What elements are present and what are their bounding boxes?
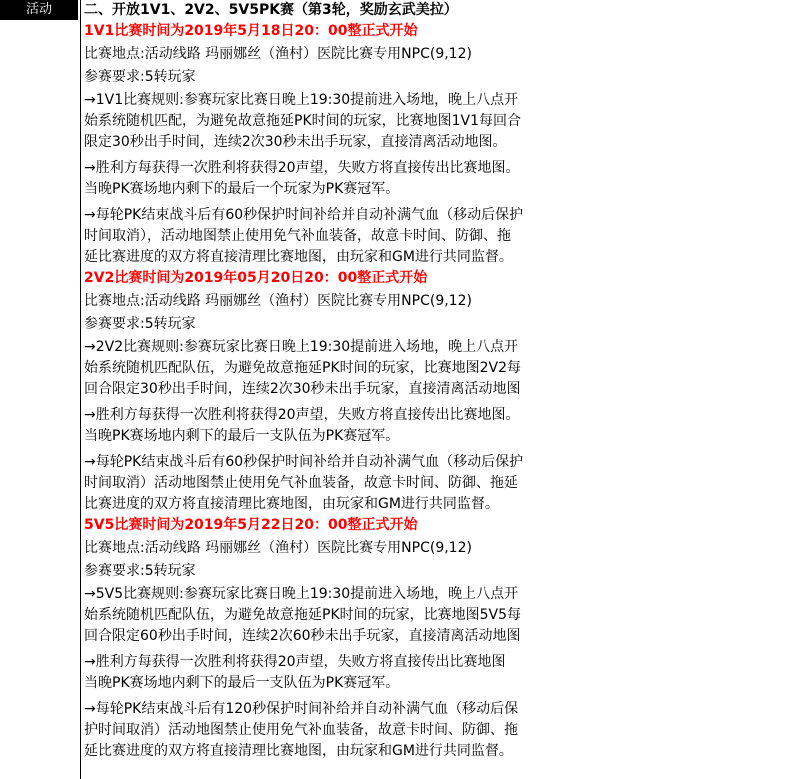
match-time-title: 2V2比赛时间为2019年05月20日20：00整正式开始: [84, 270, 428, 286]
victory-line: →胜利方每获得一次胜利将获得20声望，失败方将直接传出比赛地图。: [84, 407, 520, 423]
match-section: [84, 21, 800, 268]
match-section: [84, 268, 800, 515]
protection-line: →每轮PK结束战斗后有120秒保护时间补给并自动补满气血（移动后保: [84, 701, 519, 717]
rules-line: 回合限定30秒出手时间，连续2次30秒未出手玩家，直接清离活动地图: [84, 381, 521, 397]
protection-line: →每轮PK结束战斗后有60秒保护时间补给并自动补满气血（移动后保护: [84, 454, 524, 470]
event-heading: 二、开放1V1、2V2、5V5PK赛（第3轮，奖励玄武美拉）: [84, 2, 458, 18]
match-location: 比赛地点:活动线路 玛丽娜丝（渔村）医院比赛专用NPC(9,12): [84, 293, 472, 309]
rules-line: 始系统随机匹配，为避免故意拖延PK时间的玩家，比赛地图1V1每回合: [84, 113, 522, 129]
match-requirement: 参赛要求:5转玩家: [84, 563, 196, 579]
protection-line: 时间取消），活动地图禁止使用免气补血装备，故意卡时间、防御、拖: [84, 228, 511, 244]
match-time-title: 5V5比赛时间为2019年5月22日20：00整正式开始: [84, 517, 418, 533]
protection-line: 时间取消）活动地图禁止使用免气补血装备，故意卡时间、防御、拖延: [84, 475, 518, 491]
rules-line: 始系统随机匹配队伍，为避免故意拖延PK时间的玩家，比赛地图2V2每: [84, 360, 522, 376]
event-content: [84, 0, 800, 762]
protection-line: 延比赛进度的双方将直接清理比赛地图，由玩家和GM进行共同监督。: [84, 743, 513, 759]
protection-line: 延比赛进度的双方将直接清理比赛地图，由玩家和GM进行共同监督。: [84, 249, 513, 265]
match-location: 比赛地点:活动线路 玛丽娜丝（渔村）医院比赛专用NPC(9,12): [84, 46, 472, 62]
rules-line: →1V1比赛规则:参赛玩家比赛日晚上19:30提前进入场地，晚上八点开: [84, 92, 519, 108]
protection-line: 比赛进度的双方将直接清理比赛地图，由玩家和GM进行共同监督。: [84, 496, 499, 512]
column-divider: [80, 0, 81, 779]
victory-line: 当晚PK赛场地内剩下的最后一支队伍为PK赛冠军。: [84, 675, 400, 691]
rules-line: →5V5比赛规则:参赛玩家比赛日晚上19:30提前进入场地，晚上八点开: [84, 586, 519, 602]
rules-line: →2V2比赛规则:参赛玩家比赛日晚上19:30提前进入场地，晚上八点开: [84, 339, 519, 355]
victory-line: →胜利方每获得一次胜利将获得20声望，失败方将直接传出比赛地图。: [84, 160, 520, 176]
match-section: [84, 515, 800, 762]
protection-line: 护时间取消）活动地图禁止使用免气补血装备，故意卡时间、防御、拖: [84, 722, 518, 738]
rules-line: 回合限定60秒出手时间，连续2次60秒未出手玩家，直接清离活动地图: [84, 628, 521, 644]
activity-tag: 活动: [0, 0, 78, 20]
match-sections: [84, 21, 800, 762]
match-location: 比赛地点:活动线路 玛丽娜丝（渔村）医院比赛专用NPC(9,12): [84, 540, 472, 556]
match-requirement: 参赛要求:5转玩家: [84, 69, 196, 85]
victory-line: 当晚PK赛场地内剩下的最后一支队伍为PK赛冠军。: [84, 428, 400, 444]
rules-line: 始系统随机匹配队伍，为避免故意拖延PK时间的玩家，比赛地图5V5每: [84, 607, 522, 623]
match-time-title: 1V1比赛时间为2019年5月18日20：00整正式开始: [84, 23, 418, 39]
victory-line: →胜利方每获得一次胜利将获得20声望，失败方将直接传出比赛地图: [84, 654, 506, 670]
match-requirement: 参赛要求:5转玩家: [84, 316, 196, 332]
rules-line: 限定30秒出手时间，连续2次30秒未出手玩家，直接清离活动地图。: [84, 134, 507, 150]
protection-line: →每轮PK结束战斗后有60秒保护时间补给并自动补满气血（移动后保护: [84, 207, 524, 223]
victory-line: 当晚PK赛场地内剩下的最后一个玩家为PK赛冠军。: [84, 181, 400, 197]
